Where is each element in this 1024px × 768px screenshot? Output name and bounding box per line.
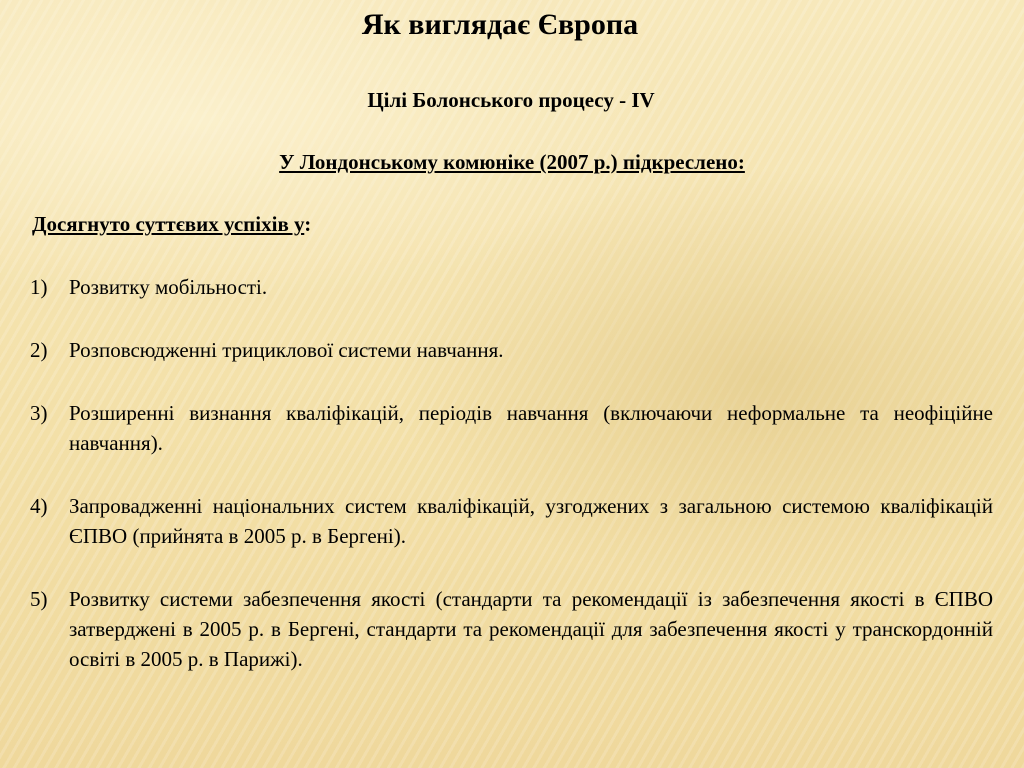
list-item-number: 2) — [30, 338, 48, 362]
achieved-heading — [32, 212, 311, 237]
london-communique-heading: У Лондонському комюніке (2007 р.) підкреслено: — [279, 150, 745, 174]
list-item — [30, 398, 993, 458]
achieved-heading-text: Досягнуто суттєвих успіхів у — [32, 212, 305, 236]
list-item — [30, 584, 993, 674]
list-item-text: Розвитку системи забезпечення якості (стандарти та рекомендації із забезпечення якості в ЄПВО затверджені в 2005 р. в Бергені, стандарти та рекомендації для забезпечення якості у транскордонній освіті в 2005 р. в Парижі). — [69, 587, 993, 671]
list-item-number: 5) — [30, 587, 48, 611]
list-item-text: Розповсюдженні трициклової системи навчання. — [69, 338, 504, 362]
list-item-text: Розширенні визнання кваліфікацій, періодів навчання (включаючи неформальне та неофіційне навчання). — [69, 401, 993, 455]
slide-title: Як виглядає Європа — [361, 8, 639, 41]
list-item — [30, 335, 993, 365]
list-item-text: Розвитку мобільності. — [69, 275, 268, 299]
slide-subtitle: Цілі Болонського процесу - IV — [367, 88, 655, 112]
achievements-list — [30, 272, 993, 707]
list-item — [30, 491, 993, 551]
list-item-number: 3) — [30, 401, 48, 425]
achieved-heading-colon: : — [304, 212, 312, 236]
list-item-number: 4) — [30, 494, 48, 518]
list-item-text: Запровадженні національних систем кваліфікацій, узгоджених з загальною системою кваліфікацій ЄПВО (прийнята в 2005 р. в Бергені). — [69, 494, 993, 548]
list-item-number: 1) — [30, 275, 48, 299]
list-item — [30, 272, 993, 302]
